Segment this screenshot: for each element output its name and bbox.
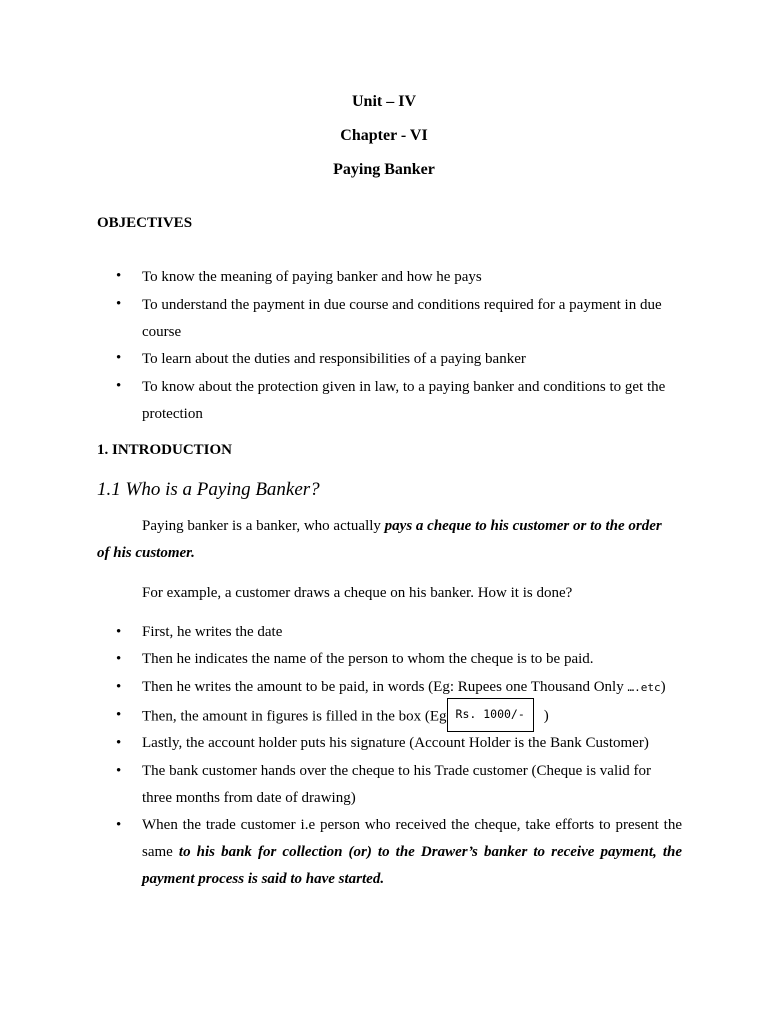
bullet-icon: •: [116, 763, 122, 779]
step-item: [142, 702, 682, 732]
bullet-icon: •: [116, 651, 122, 667]
page-title: Paying Banker: [333, 161, 435, 178]
step-text: When the trade customer i.e person who received the cheque, take efforts to present the same: [142, 817, 682, 860]
bullet-icon: •: [116, 735, 122, 751]
step-item: First, he writes the date: [142, 624, 283, 640]
objective-item: To know the meaning of paying banker and how he pays: [142, 269, 482, 285]
step-item: [142, 812, 682, 893]
bullet-icon: •: [116, 378, 122, 394]
introduction-heading: 1. INTRODUCTION: [97, 442, 233, 458]
objectives-heading: OBJECTIVES: [97, 215, 193, 231]
amount-box: Rs. 1000/-: [447, 698, 534, 732]
section-subheading: 1.1 Who is a Paying Banker?: [97, 479, 320, 500]
example-paragraph: For example, a customer draws a cheque on his banker. How it is done?: [142, 585, 573, 601]
step-item: Then he indicates the name of the person to whom the cheque is to be paid.: [142, 651, 594, 667]
step-item: The bank customer hands over the cheque to his Trade customer (Cheque is valid for three months from date of drawing): [142, 763, 652, 806]
step-etc: ….etc: [627, 681, 661, 694]
bullet-icon: •: [116, 268, 122, 284]
bullet-icon: •: [116, 624, 122, 640]
step-close: ): [660, 679, 666, 695]
bullet-icon: •: [116, 707, 122, 723]
step-close: ): [543, 708, 549, 725]
objective-item: To learn about the duties and responsibilities of a paying banker: [142, 351, 526, 367]
bullet-icon: •: [116, 296, 122, 312]
step-emphasis: to his bank for collection (or) to the Drawer’s banker to receive payment, the payment process is said to have started.: [142, 844, 682, 887]
chapter-heading: Chapter - VI: [340, 127, 428, 144]
definition-text: Paying banker is a banker, who actually: [142, 518, 385, 534]
objective-item: To understand the payment in due course and conditions required for a payment in due course: [142, 297, 662, 340]
step-text: Then he writes the amount to be paid, in words (Eg: Rupees one Thousand Only: [142, 679, 628, 695]
definition-emphasis: pays a cheque to his customer or to the order of his customer.: [97, 518, 662, 561]
step-text: Then, the amount in figures is filled in the box (Eg: [142, 708, 447, 725]
bullet-icon: •: [116, 350, 122, 366]
objective-item: To know about the protection given in law, to a paying banker and conditions to get the protection: [142, 379, 666, 422]
step-item: Lastly, the account holder puts his signature (Account Holder is the Bank Customer): [142, 735, 649, 751]
unit-heading: Unit – IV: [351, 93, 416, 110]
definition-paragraph: [97, 513, 669, 567]
step-item: [142, 674, 682, 701]
bullet-icon: •: [116, 679, 122, 695]
bullet-icon: •: [116, 817, 122, 833]
